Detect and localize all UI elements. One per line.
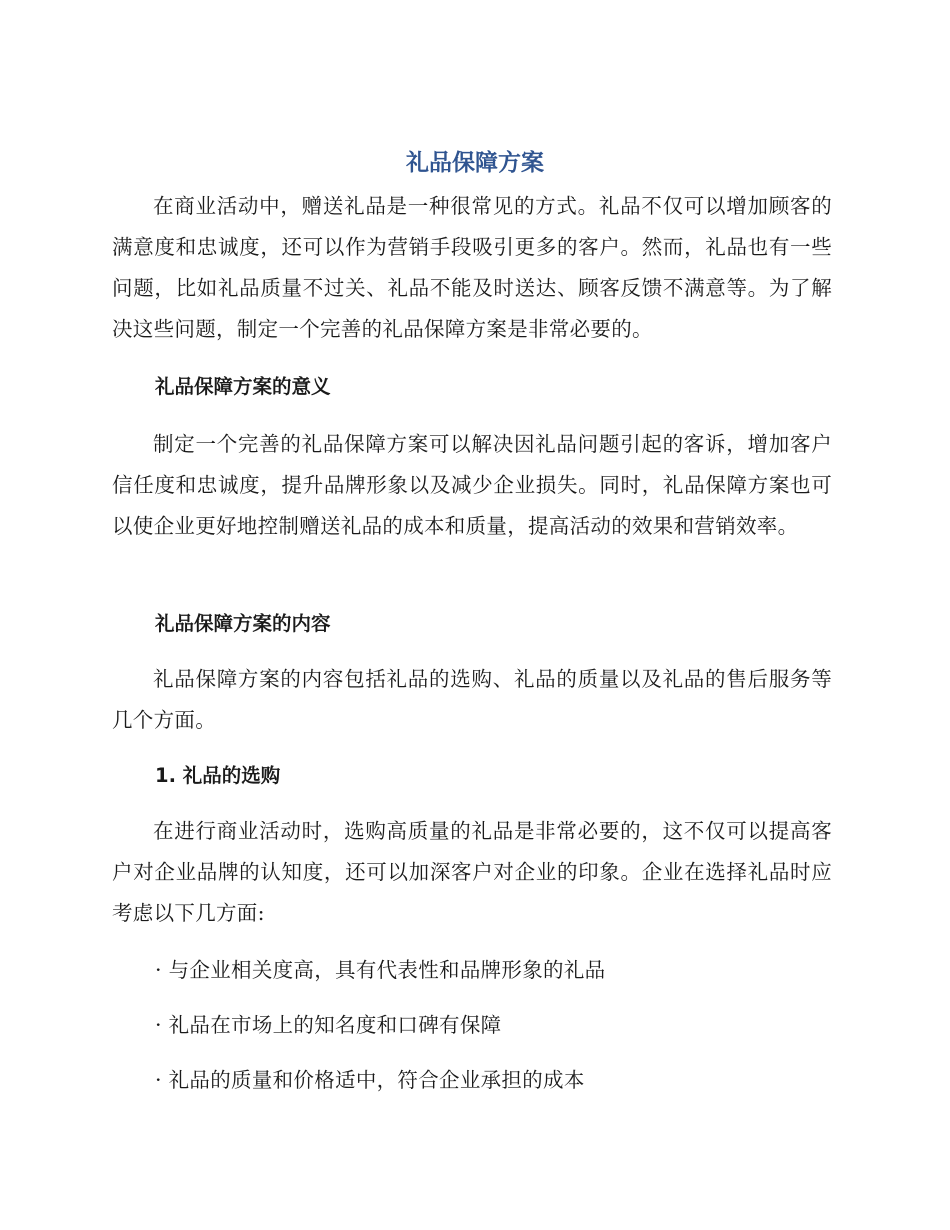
document-title: 礼品保障方案	[406, 150, 544, 176]
section-heading-content: 礼品保障方案的内容	[155, 612, 331, 635]
bullet-item: · 礼品的质量和价格适中，符合企业承担的成本	[155, 1068, 585, 1092]
bullet-item: · 礼品在市场上的知名度和口碑有保障	[155, 1013, 502, 1037]
selection-paragraph: 在进行商业活动时，选购高质量的礼品是非常必要的，这不仅可以提高客户对企业品牌的认知度，还可以加深客户对企业的印象。企业在选择礼品时应考虑以下几方面:	[112, 819, 832, 925]
section-heading-selection: 1. 礼品的选购	[155, 764, 281, 787]
bullet-item: · 与企业相关度高，具有代表性和品牌形象的礼品	[155, 958, 606, 982]
intro-paragraph: 在商业活动中，赠送礼品是一种很常见的方式。礼品不仅可以增加顾客的满意度和忠诚度，还可以作为营销手段吸引更多的客户。然而，礼品也有一些问题，比如礼品质量不过关、礼品不能及时送达、顾客反馈不满意等。为了解决这些问题，制定一个完善的礼品保障方案是非常必要的。	[112, 194, 832, 341]
significance-paragraph: 制定一个完善的礼品保障方案可以解决因礼品问题引起的客诉，增加客户信任度和忠诚度，提升品牌形象以及减少企业损失。同时，礼品保障方案也可以使企业更好地控制赠送礼品的成本和质量，提高活动的效果和营销效率。	[112, 432, 832, 538]
section-heading-significance: 礼品保障方案的意义	[155, 375, 331, 398]
content-paragraph: 礼品保障方案的内容包括礼品的选购、礼品的质量以及礼品的售后服务等几个方面。	[112, 667, 832, 732]
